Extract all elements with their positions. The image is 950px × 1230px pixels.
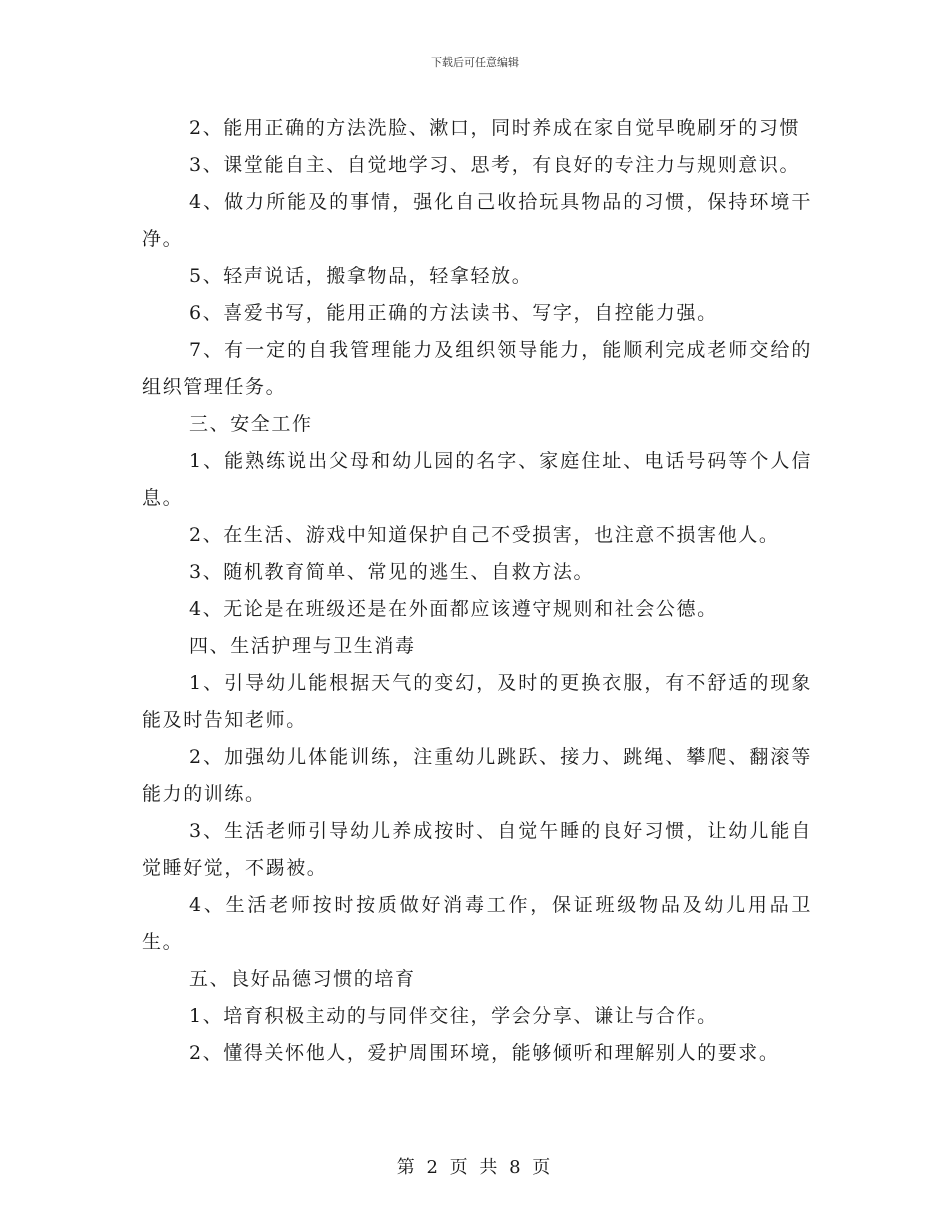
header-note: 下载后可任意编辑: [431, 56, 519, 69]
paragraph: 3、课堂能自主、自觉地学习、思考，有良好的专注力与规则意识。: [189, 154, 801, 176]
paragraph: 3、随机教育简单、常见的逃生、自救方法。: [189, 561, 595, 583]
document-body: [142, 110, 812, 1072]
paragraph: 1、培育积极主动的与同伴交往，学会分享、谦让与合作。: [189, 1005, 718, 1027]
paragraph: 1、能熟练说出父母和幼儿园的名字、家庭住址、电话号码等个人信息。: [142, 450, 812, 509]
paragraph: 2、在生活、游戏中知道保护自己不受损害，也注意不损害他人。: [189, 524, 780, 546]
paragraph: 1、引导幼儿能根据天气的变幻，及时的更换衣服，有不舒适的现象能及时告知老师。: [142, 672, 812, 731]
paragraph: 6、喜爱书写，能用正确的方法读书、写字，自控能力强。: [189, 302, 718, 324]
paragraph: 2、能用正确的方法洗脸、漱口，同时养成在家自觉早晚刷牙的习惯: [189, 117, 801, 139]
paragraph: 3、生活老师引导幼儿养成按时、自觉午睡的良好习惯，让幼儿能自觉睡好觉，不踢被。: [142, 820, 812, 879]
paragraph: 2、懂得关怀他人，爱护周围环境，能够倾听和理解别人的要求。: [189, 1042, 780, 1064]
paragraph: 4、无论是在班级还是在外面都应该遵守规则和社会公德。: [189, 598, 718, 620]
section-heading: 五、良好品德习惯的培育: [189, 968, 416, 990]
paragraph: 7、有一定的自我管理能力及组织领导能力，能顺利完成老师交给的组织管理任务。: [142, 339, 812, 398]
paragraph: 5、轻声说话，搬拿物品，轻拿轻放。: [189, 265, 533, 287]
paragraph: 2、加强幼儿体能训练，注重幼儿跳跃、接力、跳绳、攀爬、翻滚等能力的训练。: [142, 746, 812, 805]
paragraph: 4、生活老师按时按质做好消毒工作，保证班级物品及幼儿用品卫生。: [142, 894, 812, 953]
paragraph: 4、做力所能及的事情，强化自己收拾玩具物品的习惯，保持环境干净。: [142, 191, 812, 250]
section-heading: 四、生活护理与卫生消毒: [189, 635, 416, 657]
page-number: 第 2 页 共 8 页: [396, 1157, 554, 1178]
section-heading: 三、安全工作: [189, 413, 313, 435]
